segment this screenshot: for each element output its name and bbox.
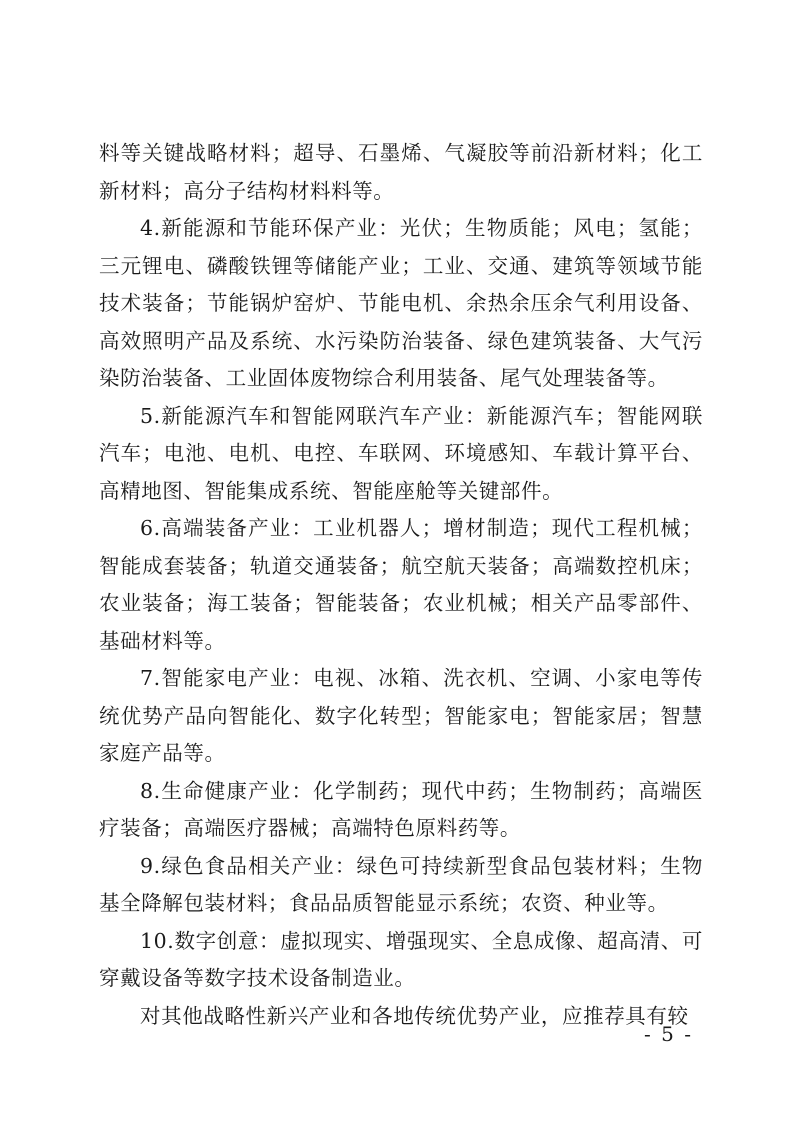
paragraph-life-health: 8.生命健康产业：化学制药；现代中药；生物制药；高端医疗装备；高端医疗器械；高端特色原料药等。 [99, 778, 703, 840]
paragraph-high-end-equipment: 6.高端装备产业：工业机器人；增材制造；现代工程机械；智能成套装备；轨道交通装备；航空航天装备；高端数控机床；农业装备；海工装备；智能装备；农业机械；相关产品零部件、基础材料等。 [99, 516, 703, 653]
paragraph-green-food: 9.绿色食品相关产业：绿色可持续新型食品包装材料；生物基全降解包装材料；食品品质智能显示系统；农资、种业等。 [99, 853, 703, 915]
document-body [99, 135, 703, 1035]
paragraph-new-energy: 4.新能源和节能环保产业：光伏；生物质能；风电；氢能；三元锂电、磷酸铁锂等储能产业；工业、交通、建筑等领域节能技术装备；节能锅炉窑炉、节能电机、余热余压余气利用设备、高效照明产品及系统、水污染防治装备、绿色建筑装备、大气污染防治装备、工业固体废物综合利用装备、尾气处理装备等。 [99, 216, 703, 390]
paragraph-smart-appliances: 7.智能家电产业：电视、冰箱、洗衣机、空调、小家电等传统优势产品向智能化、数字化转型；智能家电；智能家居；智慧家庭产品等。 [99, 666, 703, 765]
paragraph-digital-creative: 10.数字创意：虚拟现实、增强现实、全息成像、超高清、可穿戴设备等数字技术设备制造业。 [99, 928, 703, 990]
paragraph-continuation: 料等关键战略材料；超导、石墨烯、气凝胶等前沿新材料；化工新材料；高分子结构材料料等。 [99, 141, 703, 203]
paragraph-other-industries: 对其他战略性新兴产业和各地传统优势产业，应推荐具有较 [140, 1003, 689, 1028]
paragraph-new-energy-vehicles: 5.新能源汽车和智能网联汽车产业：新能源汽车；智能网联汽车；电池、电机、电控、车联网、环境感知、车载计算平台、高精地图、智能集成系统、智能座舱等关键部件。 [99, 403, 703, 503]
page-number: - 5 - [644, 1022, 693, 1046]
